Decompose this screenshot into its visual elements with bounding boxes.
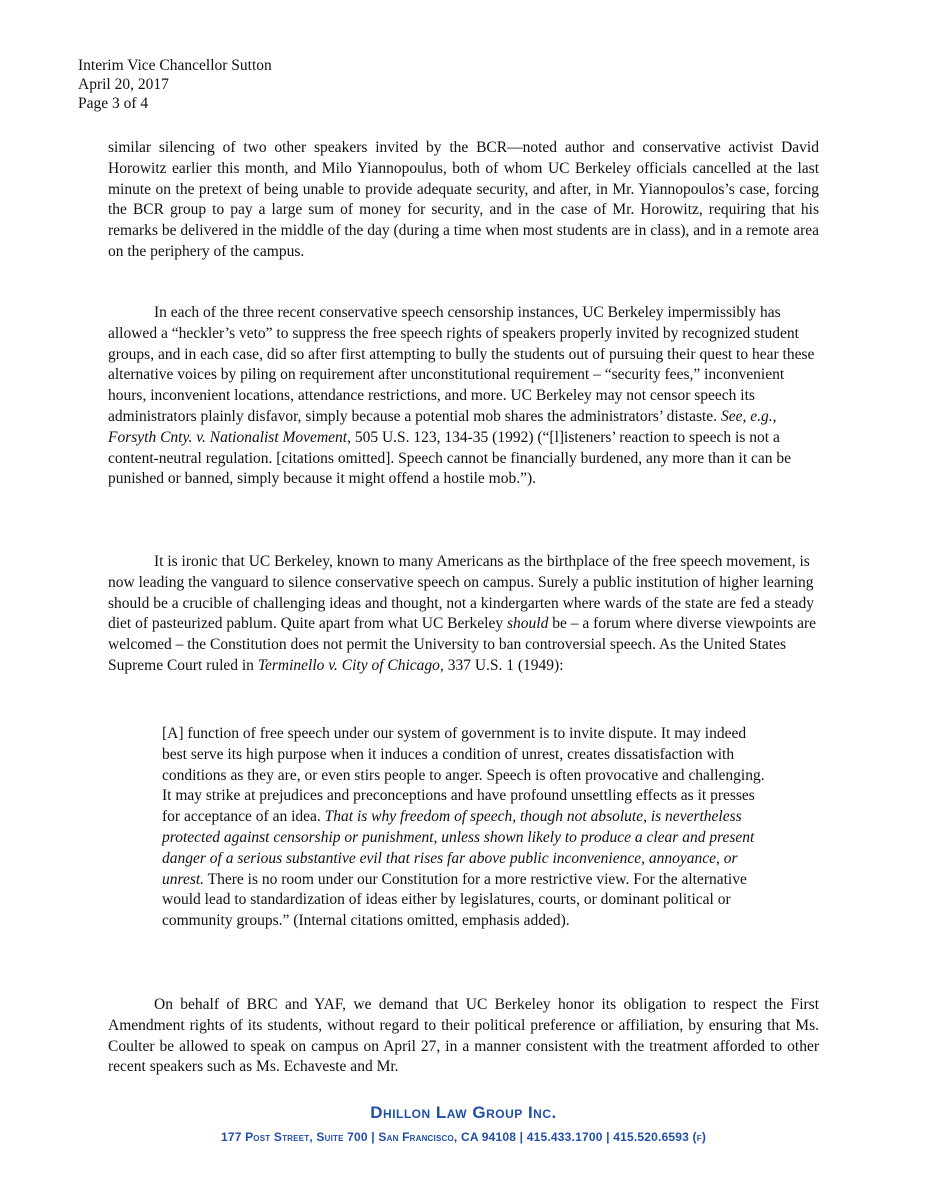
paragraph-4 xyxy=(108,995,819,1078)
recipient-line: Interim Vice Chancellor Sutton xyxy=(78,57,272,74)
quote-text-b: There is no room under our Constitution for a more restrictive view. For the alternative would lead to standardization of ideas either by legislatures, courts, or dominant political or community groups.” (Internal citations omitted, emphasis added). xyxy=(162,870,747,930)
firm-address xyxy=(0,1130,927,1144)
letter-header xyxy=(78,56,272,113)
case-citation-forsyth: See, e.g., Forsyth Cnty. v. Nationalist Movement xyxy=(108,407,777,446)
firm-address-text: 177 Post Street, Suite 700 | San Francisco, CA 94108 | 415.433.1700 | 415.520.6593 (f) xyxy=(220,1130,707,1144)
paragraph-2-tail: , 505 U.S. 123, 134-35 (1992) (“[l]isteners’ reaction to speech is not a content-neutral regulation. [citations omitted]. Speech cannot be financially burdened, any more than it can be punished or banned, simply because it might offend a hostile mob.”). xyxy=(108,428,792,488)
paragraph-3-text-b: be – a forum where diverse viewpoints are welcomed – the Constitution does not permit the University to ban controversial speech. As the United States Supreme Court ruled in xyxy=(108,615,817,674)
firm-name-text: Dhillon Law Group Inc. xyxy=(370,1103,557,1122)
quote-text-a: [A] function of free speech under our system of government is to invite dispute. It may indeed best serve its high purpose when it induces a condition of unrest, creates dissatisfaction with conditions as they are, or even stirs people to anger. Speech is often provocative and challenging. It may strike at prejudices and preconceptions and have profound unsettling effects as it presses for acceptance of an idea. xyxy=(162,725,765,826)
paragraph-3-text-a: It is ironic that UC Berkeley, known to many Americans as the birthplace of the free speech movement, is now leading the vanguard to silence conservative speech on campus. Surely a public institution of higher learning should be a crucible of challenging ideas and thought, not a kindergarten where wards of the state are fed a steady diet of pasteurized pablum. Quite apart from what UC Berkeley xyxy=(108,553,814,633)
paragraph-3 xyxy=(108,552,819,677)
firm-name xyxy=(0,1103,927,1123)
page-number: Page 3 of 4 xyxy=(78,95,149,112)
date-line: April 20, 2017 xyxy=(78,76,169,93)
case-citation-terminello: Terminello v. City of Chicago xyxy=(257,656,440,674)
paragraph-3-text-c: , 337 U.S. 1 (1949): xyxy=(439,656,564,674)
paragraph-1 xyxy=(108,138,819,263)
block-quote xyxy=(162,724,772,932)
paragraph-1-text: similar silencing of two other speakers invited by the BCR—noted author and conservative activist David Horowitz earlier this month, and Milo Yiannopoulus, both of whom UC Berkeley officials cancelled at the last minute on the pretext of being unable to provide adequate security, and after, in Mr. Yiannopoulos’s case, forcing the BCR group to pay a large sum of money for security, and in the case of Mr. Horowitz, requiring that his remarks be delivered in the middle of the day (during a time when most students are in class), and in a remote area on the periphery of the campus. xyxy=(108,139,819,260)
paragraph-2 xyxy=(108,303,819,490)
emphasis-should: should xyxy=(507,615,549,633)
paragraph-2-text: In each of the three recent conservative speech censorship instances, UC Berkeley impermissibly has allowed a “heckler’s veto” to suppress the free speech rights of speakers properly invited by recognized student groups, and in each case, did so after first attempting to bully the students out of pursuing their quest to hear these alternative voices by piling on requirement after unconstitutional requirement – “security fees,” inconvenient hours, inconvenient locations, attendance restrictions, and more. UC Berkeley may not censor speech its administrators plainly disfavor, simply because a potential mob shares the administrators’ distaste. xyxy=(108,304,815,425)
paragraph-4-text: On behalf of BRC and YAF, we demand that UC Berkeley honor its obligation to respect the First Amendment rights of its students, without regard to their political preference or affiliation, by ensuring that Ms. Coulter be allowed to speak on campus on April 27, in a manner consistent with the treatment afforded to other recent speakers such as Ms. Echaveste and Mr. xyxy=(108,996,819,1076)
quote-emphasis: That is why freedom of speech, though not absolute, is nevertheless protected against censorship or punishment, unless shown likely to produce a clear and present danger of a serious substantive evil that rises far above public inconvenience, annoyance, or unrest. xyxy=(162,808,755,888)
